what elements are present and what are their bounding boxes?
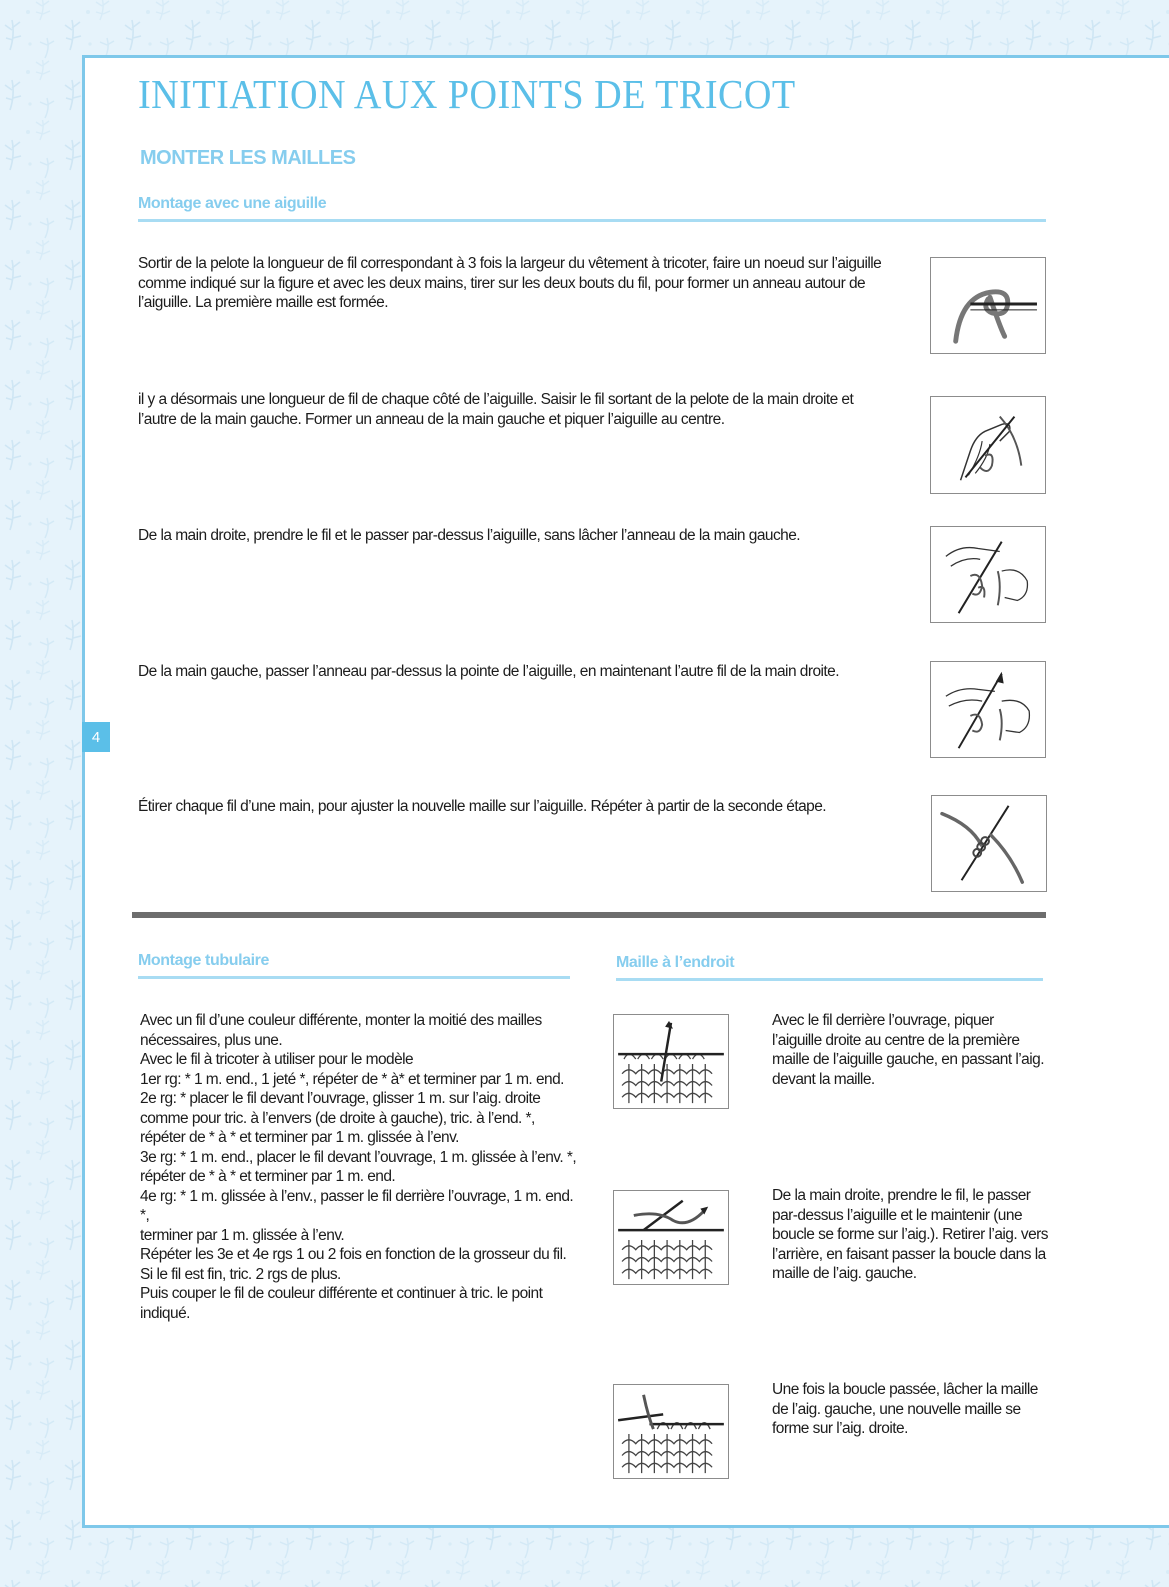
knit-step-3-text: Une fois la boucle passée, lâcher la maille de l’aig. gauche, une nouvelle maille se forme sur l’aig. droite. [772, 1381, 1038, 1437]
step-1-text: Sortir de la pelote la longueur de fil correspondant à 3 fois la largeur du vêtement à tricoter, faire un noeud sur l’aiguille comme indiqué sur la figure et avec les deux mains, tirer sur les deux bouts du fil, pour former un anneau autour de l’aiguille. La première maille est formée. [138, 255, 882, 311]
knit-insert-icon [613, 1014, 729, 1109]
heading-maille-endroit: Maille à l’endroit [616, 954, 735, 971]
heading-montage-tubulaire: Montage tubulaire [138, 952, 269, 969]
tubulaire-instructions: Avec un fil d’une couleur différente, monter la moitié des mailles nécessaires, plus une. Avec le fil à tricoter à utiliser pour le modèle 1er rg: * 1 m. end., 1 jeté *, répéter de * à* et terminer par 1 m. end. 2e rg: * placer le fil devant l’ouvrage, glisser 1 m. sur l’aig. droite comme pour tric. à l’envers (de droite à gauche), tric. à l’end. *, répéter de * à * et terminer par 1 m. glissée à l’env. 3e rg: * 1 m. end., placer le fil devant l’ouvrage, 1 m. glissée à l’env. *, répéter de * à * et terminer par 1 m. end. 4e rg: * 1 m. glissée à l’env., passer le fil derrière l’ouvrage, 1 m. end. *, terminer par 1 m. glissée à l’env. Répéter les 3e et 4e rgs 1 ou 2 fois en fonction de la grosseur du fil. Si le fil est fin, tric. 2 rgs de plus. Puis couper le fil de couleur différente et continuer à tric. le point indiqué. [140, 1012, 577, 1322]
knit-wrap-icon [613, 1190, 729, 1285]
knit-step-2-text: De la main droite, prendre le fil, le passer par-dessus l’aiguille et le maintenir (une boucle se forme sur l’aig.). Retirer l’aig. vers l’arrière, en faisant passer la boucle dans la maille de l’aig. gauche. [772, 1187, 1048, 1282]
hands-wrap-icon [930, 526, 1046, 623]
step-5-text: Étirer chaque fil d’une main, pour ajuster la nouvelle maille sur l’aiguille. Répéter à partir de la seconde étape. [138, 798, 827, 815]
knit-complete-icon [613, 1384, 729, 1479]
hands-lift-icon [930, 661, 1046, 758]
needle-stitches-icon [931, 795, 1047, 892]
step-4-text: De la main gauche, passer l’anneau par-dessus la pointe de l’aiguille, en maintenant l’autre fil de la main droite. [138, 663, 840, 680]
knit-step-1-text: Avec le fil derrière l’ouvrage, piquer l’aiguille droite au centre de la première maille de l’aiguille gauche, en passant l’aig. devant la maille. [772, 1012, 1044, 1088]
section-divider [132, 912, 1046, 918]
step-3-text: De la main droite, prendre le fil et le passer par-dessus l’aiguille, sans lâcher l’anneau de la main gauche. [138, 527, 801, 544]
step-2-text: il y a désormais une longueur de fil de chaque côté de l’aiguille. Saisir le fil sortant de la pelote de la main droite et l’autre de la main gauche. Former un anneau de la main gauche et piquer l’aiguille au centre. [138, 391, 854, 428]
slip-knot-icon [930, 257, 1046, 354]
section-title: MONTER LES MAILLES [140, 147, 356, 169]
heading-rule [616, 978, 1043, 981]
page-number: 4 [82, 722, 110, 752]
heading-rule [138, 219, 1046, 222]
heading-rule [138, 976, 570, 979]
page-title: INITIATION AUX POINTS DE TRICOT [138, 71, 796, 117]
hands-loop-icon [930, 396, 1046, 494]
heading-montage-aiguille: Montage avec une aiguille [138, 195, 327, 212]
